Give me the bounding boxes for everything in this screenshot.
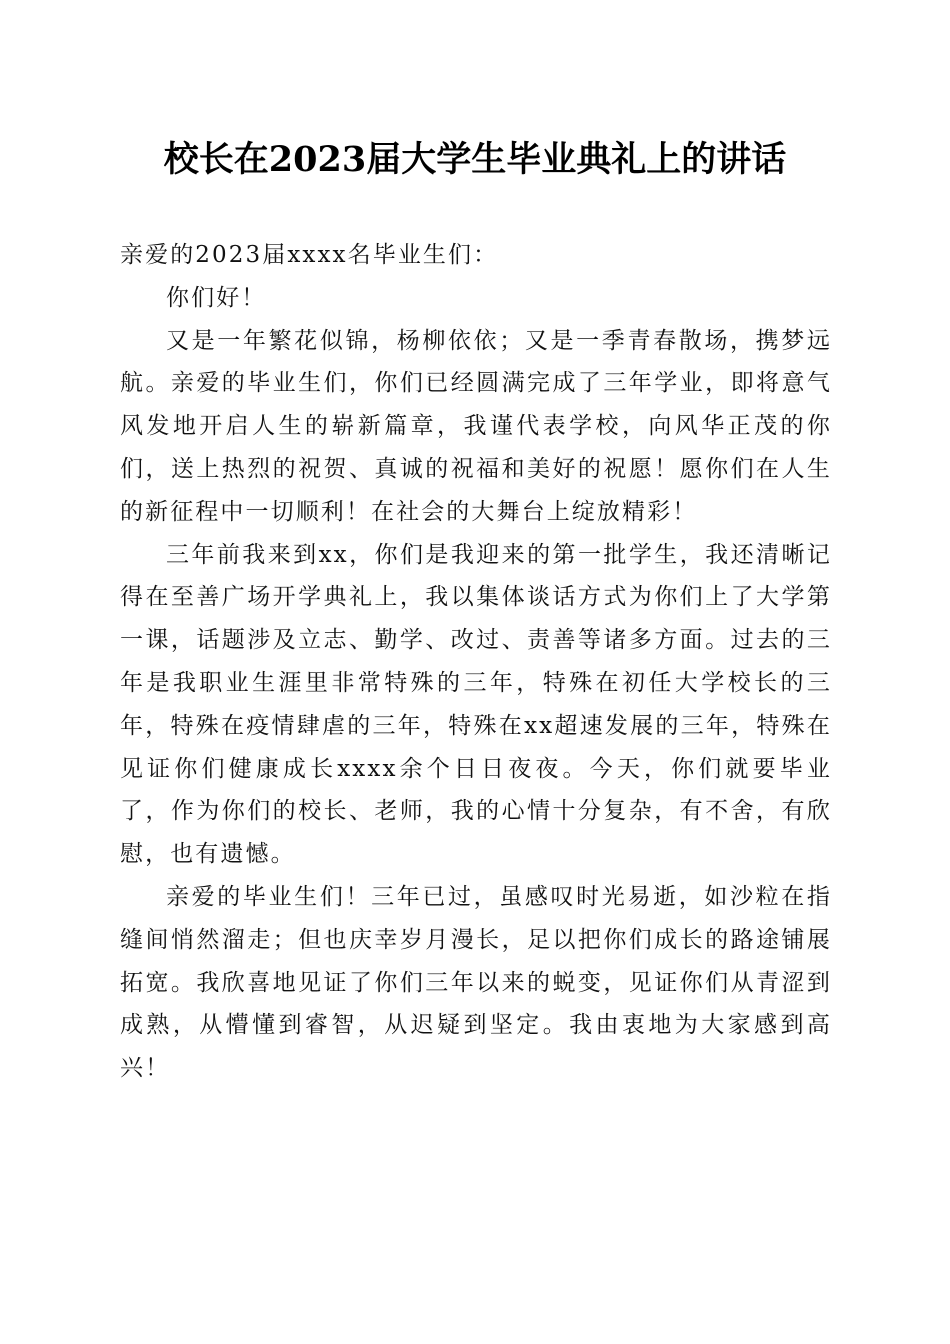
paragraph-growth: 亲爱的毕业生们！三年已过，虽感叹时光易逝，如沙粒在指缝间悄然溜走；但也庆幸岁月漫长，足以把你们成长的路途铺展拓宽。我欣喜地见证了你们三年以来的蜕变，见证你们从青涩到成熟，从懵懂到睿智，从迟疑到坚定。我由衷地为大家感到高兴！	[120, 883, 832, 1082]
paragraph-memories: 三年前我来到xx，你们是我迎来的第一批学生，我还清晰记得在至善广场开学典礼上，我以集体谈话方式为你们上了大学第一课，话题涉及立志、勤学、改过、责善等诸多方面。过去的三年是我职业生涯里非常特殊的三年，特殊在初任大学校长的三年，特殊在疫情肆虐的三年，特殊在xx超速发展的三年，特殊在见证你们健康成长xxxx余个日日夜夜。今天，你们就要毕业了，作为你们的校长、老师，我的心情十分复杂，有不舍，有欣慰，也有遗憾。	[120, 541, 832, 868]
salutation: 亲爱的2023届xxxx名毕业生们：	[120, 242, 499, 268]
paragraph-congratulations: 又是一年繁花似锦，杨柳依依；又是一季青春散场，携梦远航。亲爱的毕业生们，你们已经圆满完成了三年学业，即将意气风发地开启人生的崭新篇章，我谨代表学校，向风华正茂的你们，送上热烈的祝贺、真诚的祝福和美好的祝愿！愿你们在人生的新征程中一切顺利！在社会的大舞台上绽放精彩！	[120, 327, 832, 525]
paragraph-greeting: 你们好！	[166, 284, 267, 311]
document-title: 校长在2023届大学生毕业典礼上的讲话	[163, 139, 787, 180]
document-body	[120, 234, 832, 1090]
